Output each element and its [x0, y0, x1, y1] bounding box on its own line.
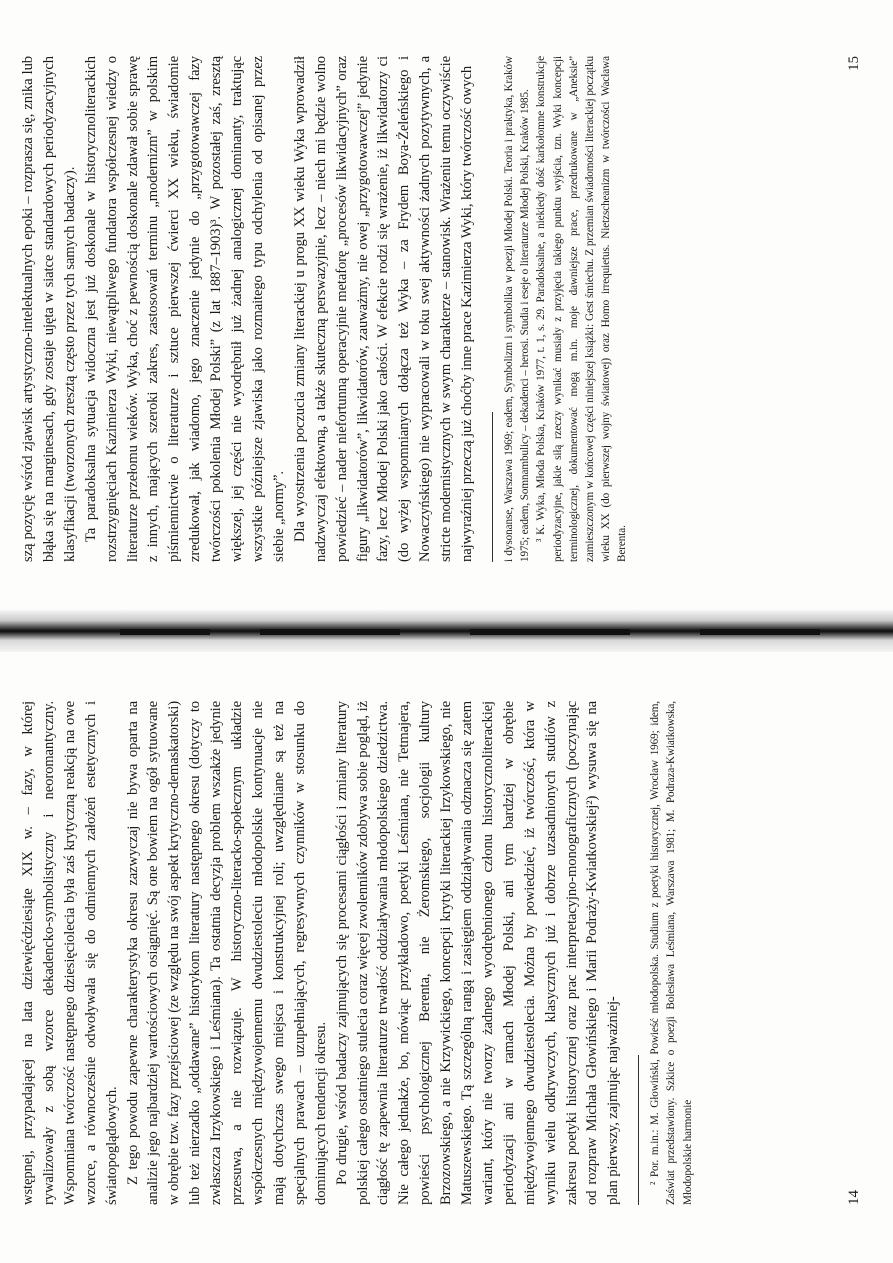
right-page: [0, 0, 893, 610]
footnote-rule: [638, 1055, 639, 1205]
right-page-body: [18, 56, 631, 562]
left-page: [0, 653, 893, 1263]
paragraph: szą pozycję wśród zjawisk artystyczno-intelektualnych epoki – rozprasza się, znika lub błąka się na marginesach, gdy zostaje ujęta w siatce standardowych periodyzacyjnych klasyfikacji (tworzonych zresztą często przez tych samych badaczy).: [20, 56, 78, 562]
left-page-body: [18, 701, 696, 1205]
paragraph: Ta paradoksalna sytuacja widoczna jest już doskonale w historycznoliterackich rozstrzygnięciach Kazimierza Wyki, niewątpliwego fundatora współczesnej wiedzy o literaturze przełomu wieków. Wyka, choć z pewnością doskonale zdawał sobie sprawę z innych, mających szeroki zakres, zastosowań terminu „modernizm” w polskim piśmiennictwie o literaturze i sztuce pierwszej ćwierci XX wieku, świadomie zredukował, jak wiadomo, jego znaczenie jedynie do „przygotowawczej fazy twórczości pokolenia Młodej Polski” (z lat 1887–1903)³. W pozostałej zaś, zresztą większej, jej części nie wyodrębnił już żadnej analogicznej dominanty, traktując wszystkie późniejsze zjawiska jako rozmaitego typu odchylenia od opisanej przez siebie „normy”.: [82, 56, 287, 562]
page-number: 14: [846, 1190, 862, 1205]
paragraph: Z tego powodu zapewne charakterystyka okresu zazwyczaj nie bywa oparta na analizie jego najbardziej wartościowych osiągnięć. Są one bowiem na ogół sytuowane w obrębie tzw. fazy przejściowej (ze względu na swój aspekt krytyczno-demaskatorski) lub też nierzadko „oddawane” historykom literatury następnego okresu (dotyczy to zwłaszcza Irzykowskiego i Leśmiana). Ta ostatnia decyzja problem wszakże jedynie przesuwa, a nie rozwiązuje. W historyczno-literacko-społecznym układzie współczesnych międzywojennemu dwudziestoleciu młodopolskie kontynuacje nie mają dotychczas swego miejsca i konstrukcyjnej roli; uwzględniane są też na specjalnych prawach – uzupełniających, regresywnych czynników w stosunku do dominujących tendencji okresu.: [124, 701, 329, 1205]
footnote: i dysonanse, Warszawa 1969; eadem, Symbolizm i symbolika w poezji Młodej Polski. Teoria i praktyka, Kraków 1975; eadem, Somnambulicy – dekadenci – herosi. Studia i eseje o literaturze Młodej Polski, Kraków 1985.: [502, 56, 532, 562]
footnote: ² Por. m.in.: M. Głowiński, Powieść młodopolska. Studium z poetyki historycznej, Wrocław 1969; idem, Zaświat przedstawiony. Szkice o poezji Bolesława Leśmiana, Warszawa 1981; M. Podraza-Kwiatkowska, Młodopolskie harmonie: [649, 701, 694, 1205]
paragraph: Dla wyostrzenia poczucia zmiany literackiej u progu XX wieku Wyka wprowadził nadzwyczaj efektowną, a także skuteczną perswazyjnie, lecz – niech mi będzie wolno powiedzieć – nader niefortunną operacyjnie metaforę „procesów likwidacyjnych” oraz figury „likwidatorów”, likwidatorów, zauważmy, nie owej „przygotowawczej” jedynie fazy, lecz Młodej Polski jako całości. W efekcie rodzi się wrażenie, iż likwidatorzy ci (do wyżej wspomnianych dołącza też Wyka – za Frydem Boya-Żeleńskiego i Nowaczyńskiego) nie wypracowali w toku swej aktywności żadnych pozytywnych, a stricte modernistycznych w swym charakterze – stanowisk. Wrażeniu temu oczywiście najwyraźniej przeczą już choćby inne prace Kazimierza Wyki, który twórczość owych: [291, 56, 476, 562]
paragraph: wstępnej, przypadającej na lata dziewięćdziesiąte XIX w. – fazy, w której rywalizowały z sobą wzorce dekadencko-symbolistyczny i neoromantyczny. Wspomniana twórczość następnego dziesięciolecia była zaś krytyczną reakcją na owe wzorce, a równocześnie odwoływała się do odmiennych założeń estetycznych i światopoglądowych.: [20, 701, 120, 1205]
paragraph: Po drugie, wśród badaczy zajmujących się procesami ciągłości i zmiany literatury polskiej całego ostatniego stulecia coraz więcej zwolenników zdobywa sobie pogląd, iż ciągłość tę zapewnia literaturze trwałość oddziaływania młodopolskiego dziedzictwa. Nie całego jednakże, bo, mówiąc przykładowo, poetyki Leśmiana, nie Tetmajera, powieści psychologicznej Berenta, nie Żeromskiego, socjologii kultury Brzozowskiego, a nie Krzywickiego, koncepcji krytyki literackiej Irzykowskiego, nie Matuszewskiego. Tą szczególną rangą i zasięgiem oddziaływania odznacza się zatem wariant, który nie tworzy żadnego wyodrębnionego członu historycznoliterackiej periodyzacji ani w ramach Młodej Polski, ani tym bardziej w obrębie międzywojennego dwudziestolecia. Można by powiedzieć, iż twórczość, która w wyniku wielu odkrywczych, klasycznych już i dobrze uzasadnionych studiów z zakresu poetyki historycznej oraz prac interpretacyjno-monograficznych (poczynając od rozpraw Michała Głowińskiego i Marii Podraży-Kwiatkowskiej²) wysuwa się na plan pierwszy, zajmując najważniej-: [333, 701, 622, 1205]
page-number: 15: [846, 56, 862, 71]
binding-gutter: [0, 610, 893, 652]
footnote: ³ K. Wyka, Młoda Polska, Kraków 1977, t. 1, s. 29. Paradoksalne, a niekiedy dość karkołomne konstrukcje periodyzacyjne, jakie siłą rzeczy wynikać musiały z przyjęcia takiego punktu wyjścia, tzn. Wyki koncepcji terminologicznej, dokumentować mogą m.in. moje dawniejsze prace, przedrukowane w „Aneksie” zamieszczonym w końcowej części niniejszej książki: Gest śmiechu. Z przemian świadomości literackiej początku wieku XX (do pierwszej wojny światowej) oraz Homo irrequietus. Nietzscheanizm w twórczości Wacława Berenta.: [535, 56, 629, 562]
footnote-rule: [492, 412, 493, 562]
